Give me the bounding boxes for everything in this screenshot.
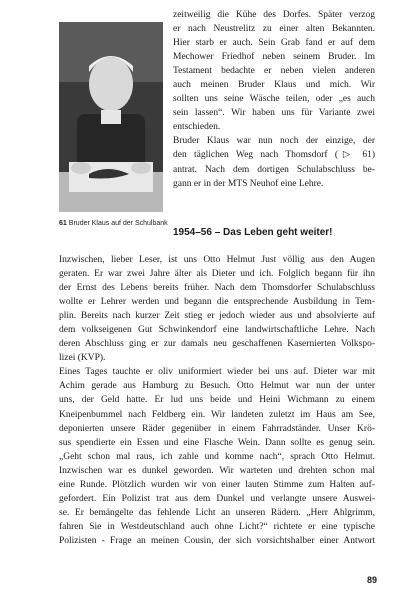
text-line: gann er in der MTS Neuhof eine Lehre. [173,178,324,189]
caption-number: 61 [59,220,67,227]
photo-caption [59,219,169,228]
caption-text: Bruder Klaus auf der Schulbank [68,220,168,227]
right-column-text [173,8,375,191]
text-line: wollte er Lehrer werden und begann die entsprechende Ausbildung in Tem- [59,297,375,308]
main-text [59,253,375,548]
text-line: Eines Tages tauchte er oliv uniformiert wieder bei uns auf. Dieter war mit [59,367,375,378]
text-line: geraten. Er war zwei Jahre älter als Dieter und ich. Folglich begann für ihn [59,269,375,280]
text-line: sollten uns seine Wäsche teilen, oder „es auch [173,94,375,105]
photo-boy-at-school-desk [59,22,163,212]
text-line: sus spendierte ein Essen und eine Flasche Wein. Dann sollte es genug sein. [59,437,375,448]
text-line: Mechower Friedhof neben seinem Bruder. Im [173,52,375,63]
text-line: Kneipenbummel nach Feldberg ein. Wir landeten zuletzt im Haus am See, [59,409,375,420]
text-line: deponierten unsere Räder gegenüber in einem Fahrradständer. Unser Krö- [59,423,375,434]
text-line: Achim gerade aus Hamburg zu Besuch. Otto Helmut war nun der unter [59,381,375,392]
text-line: „Geht schon mal raus, ich zahle und komme nach“, sprach Otto Helmut. [59,451,375,462]
text-line: eine Runde. Plötzlich wurden wir von einer lauten Stimme zum Halten auf- [59,479,375,490]
text-line: plin. Bereits nach kurzer Zeit stieg er jedoch wieder aus und absolvierte auf [59,311,375,322]
text-line: zeitweilig die Kühe des Dorfes. Später verzog [173,10,375,20]
text-line: gefordert. Ein Polizist trat aus dem Dunkel und verlangte unsere Auswei- [59,493,375,504]
text-line: auch meinen Bruder Klaus und mich. Wir [173,80,375,91]
text-line: antrat. Nach dem dortigen Schulabschluss be- [173,164,375,175]
text-line: er nach Neustrelitz zu einer alten Bekannten. [173,24,375,35]
text-line: lizei (KVP). [59,353,106,364]
text-line: den täglichen Weg nach Thomsdorf (▷ 61) [173,150,375,161]
text-line: Inzwischen, lieber Leser, ist uns Otto Helmut Just völlig aus den Augen [59,255,375,265]
text-line: Inzwischen war es dunkel geworden. Wir warteten und drehten schon mal [59,465,375,476]
page-number: 89 [366,575,377,585]
photo-illustration [59,22,163,212]
text-line: deren Abschluss ging er zur damals neu geschaffenen Kasernierten Volkspo- [59,339,375,350]
section-heading: 1954–56 – Das Leben geht weiter! [173,227,333,238]
text-line: dem volkseigenen Gut Schwinkendorf eine landwirtschaftliche Lehre. Nach [59,325,375,336]
text-line: fahren Sie in Westdeutschland auch ohne Licht?“ richtete er eine typische [59,521,375,532]
text-line: der Ernst des Lebens bereits früher. Nach dem Thomsdorfer Schulabschluss [59,283,375,294]
text-line: Polizisten - Frage an meinen Cousin, der sich vorsichtshalber einer Antwort [59,535,375,546]
text-line: Bruder Klaus war nun noch der einzige, der [173,136,375,147]
text-line: Hier starb er auch. Sein Grab fand er auf dem [173,38,375,49]
text-line: sein lassen“. Wir haben uns für Variante zwei [173,108,375,119]
text-line: Testament bedachte er neben vielen anderen [173,66,375,77]
text-line: entschieden. [173,122,221,133]
text-line: uns, der Geld hatte. Er lud uns beide und Heini Wichmann zu einem [59,395,375,406]
text-line: se. Er bemängelte das fehlende Licht an unseren Rädern. „Herr Ahlgrimm, [59,507,375,518]
